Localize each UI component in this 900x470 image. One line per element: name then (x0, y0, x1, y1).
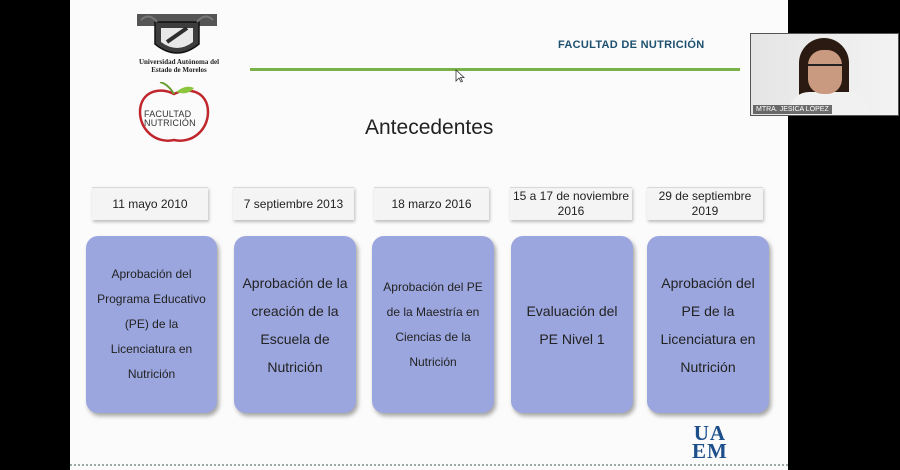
presentation-slide (70, 0, 788, 470)
timeline-date: 15 a 17 de noviembre 2016 (510, 187, 632, 220)
university-name-line1: Universidad Autónoma del (138, 58, 220, 66)
timeline-date: 18 marzo 2016 (374, 187, 489, 220)
university-crest-icon (127, 12, 227, 64)
page-title: Antecedentes (365, 116, 494, 139)
faculty-logo-text (144, 110, 196, 128)
participant-glasses (808, 64, 842, 74)
timeline-event: Aprobación de la creación de la Escuela de Nutrición (234, 236, 356, 413)
slide-header-title: FACULTAD DE NUTRICIÓN (558, 39, 705, 51)
timeline-date: 11 mayo 2010 (92, 187, 208, 220)
timeline-date: 29 de septiembre 2019 (647, 187, 763, 220)
uaem-logo-line2: EM (692, 439, 728, 463)
participant-name-label: MTRA. JESICA LÓPEZ (753, 105, 832, 114)
faculty-logo-line1: FACULTAD (144, 109, 192, 119)
timeline-event: Aprobación del PE de la Licenciatura en Nutrición (647, 236, 769, 413)
timeline-event: Aprobación del Programa Educativo (PE) de la Licenciatura en Nutrición (86, 236, 217, 413)
faculty-logo-line2: NUTRICIÓN (144, 118, 196, 128)
university-name (118, 58, 240, 74)
timeline-date: 7 septiembre 2013 (233, 187, 354, 220)
uaem-logo-line1: UA (693, 421, 727, 445)
header-divider (250, 68, 740, 71)
footer-dotted-line (70, 464, 788, 469)
timeline-event: Evaluación del PE Nivel 1 (511, 236, 633, 413)
uaem-logo (692, 421, 728, 463)
university-name-line2: Estado de Morelos (151, 66, 207, 74)
participant-video-tile[interactable] (750, 33, 899, 116)
timeline-event: Aprobación del PE de la Maestría en Ciencias de la Nutrición (372, 236, 494, 413)
mouse-cursor-icon (455, 69, 465, 83)
